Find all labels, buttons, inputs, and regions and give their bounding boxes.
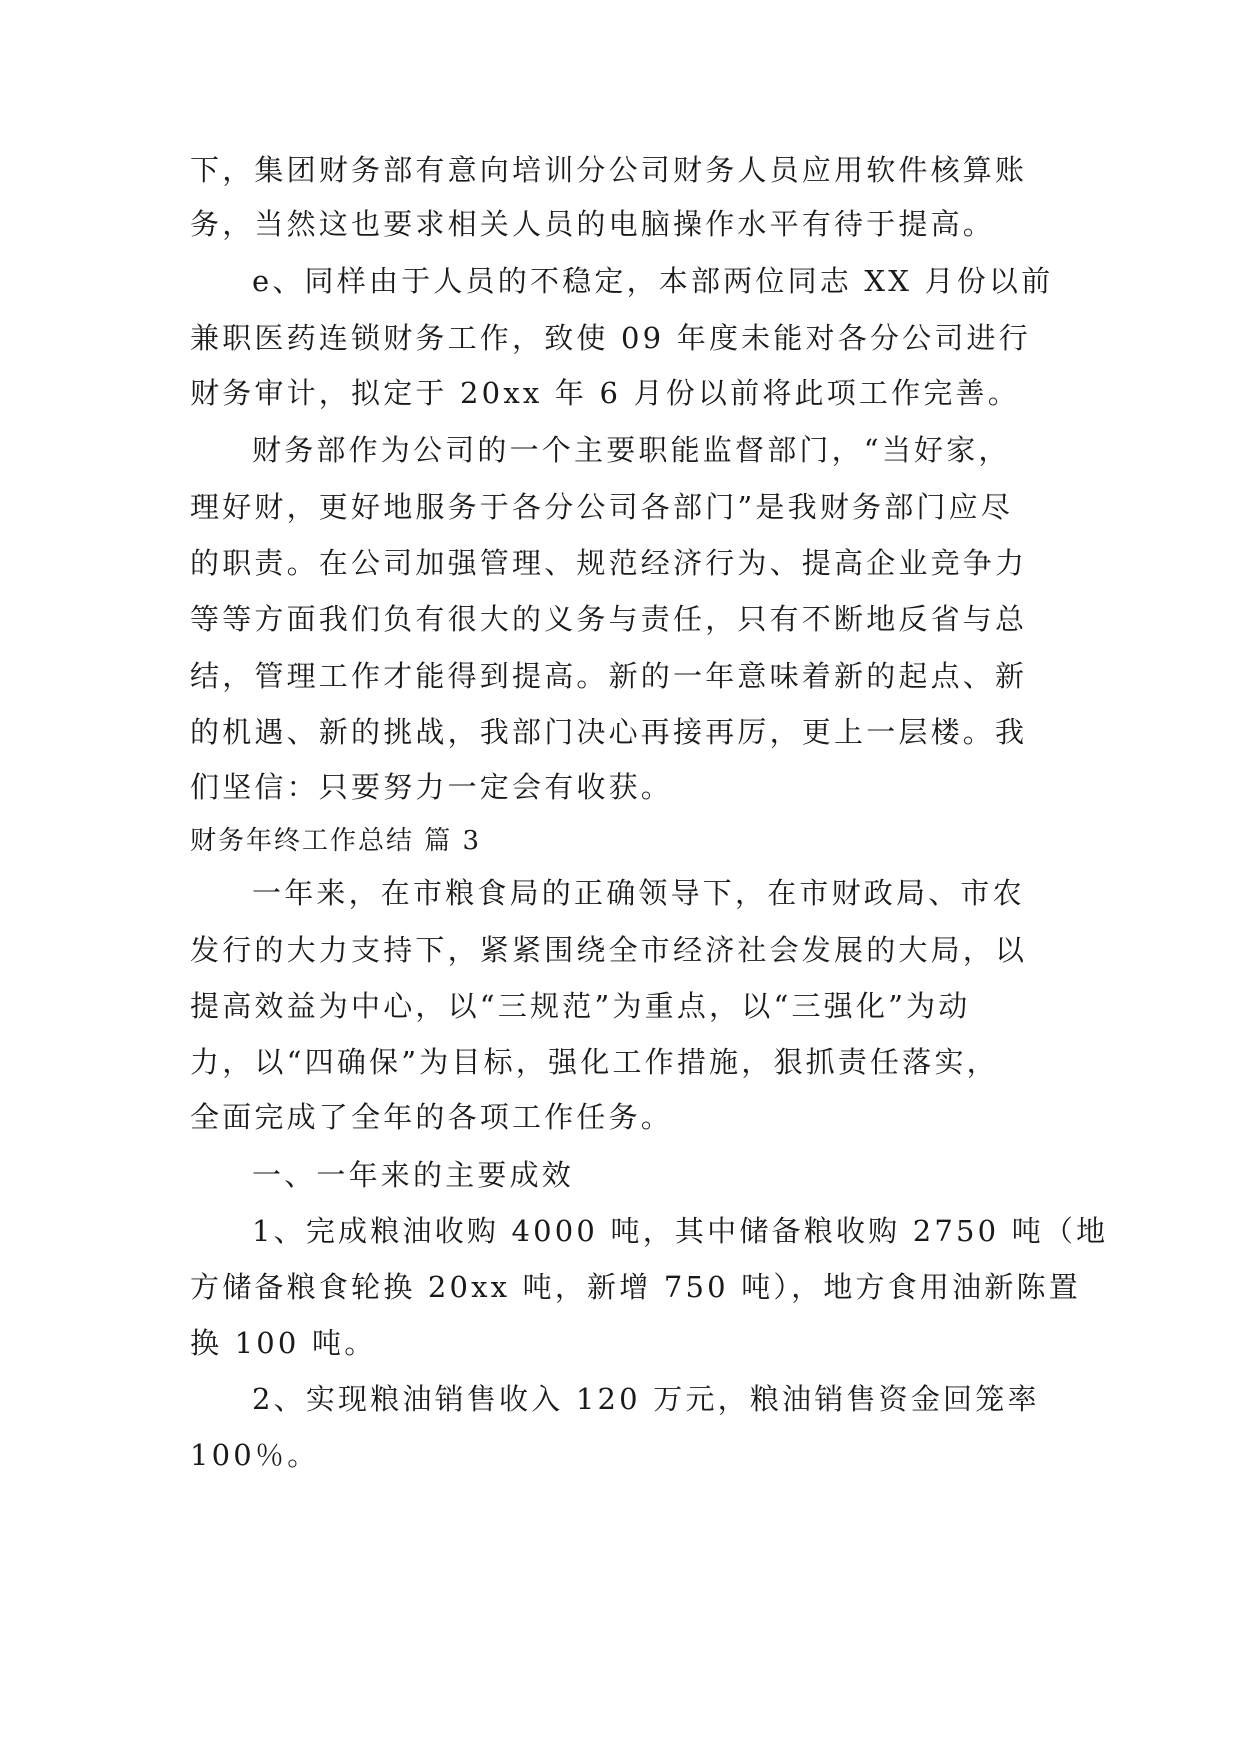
text-line: 100％。: [190, 1438, 320, 1472]
text-line: 财务部作为公司的一个主要职能监督部门，“当好家，: [252, 433, 1011, 467]
text-line: 换 100 吨。: [190, 1326, 377, 1360]
text-line: 等等方面我们负有很大的义务与责任，只有不断地反省与总: [190, 602, 1028, 636]
text-line: 1、完成粮油收购 4000 吨，其中储备粮收购 2750 吨（地: [252, 1214, 1109, 1248]
text-line: 结，管理工作才能得到提高。新的一年意味着新的起点、新: [190, 659, 1028, 693]
text-line: 力，以“四确保”为目标，强化工作措施，狠抓责任落实，: [190, 1045, 999, 1079]
text-line: 务，当然这也要求相关人员的电脑操作水平有待于提高。: [190, 207, 996, 241]
text-line: 兼职医药连锁财务工作，致使 09 年度未能对各分公司进行: [190, 321, 1031, 355]
text-line: 一、一年来的主要成效: [252, 1158, 575, 1192]
text-line: 提高效益为中心，以“三规范”为重点，以“三强化”为动: [190, 989, 971, 1023]
text-line: 们坚信：只要努力一定会有收获。: [190, 770, 674, 804]
text-line: 的机遇、新的挑战，我部门决心再接再厉，更上一层楼。我: [190, 715, 1028, 749]
text-line: 发行的大力支持下，紧紧围绕全市经济社会发展的大局，以: [190, 933, 1028, 967]
text-line: 方储备粮食轮换 20xx 吨，新增 750 吨），地方食用油新陈置: [190, 1270, 1081, 1304]
text-line: e、同样由于人员的不稳定，本部两位同志 XX 月份以前: [252, 264, 1054, 298]
text-line: 下，集团财务部有意向培训分公司财务人员应用软件核算账: [190, 153, 1028, 187]
text-line: 一年来，在市粮食局的正确领导下，在市财政局、市农: [252, 876, 1025, 910]
text-line: 财务审计，拟定于 20xx 年 6 月份以前将此项工作完善。: [190, 376, 1020, 410]
text-line: 理好财，更好地服务于各分公司各部门”是我财务部门应尽: [190, 490, 1014, 524]
text-line: 2、实现粮油销售收入 120 万元，粮油销售资金回笼率: [252, 1382, 1040, 1416]
text-line: 全面完成了全年的各项工作任务。: [190, 1100, 674, 1134]
text-line: 的职责。在公司加强管理、规范经济行为、提高企业竞争力: [190, 546, 1028, 580]
section-heading: 财务年终工作总结 篇 3: [190, 826, 482, 856]
